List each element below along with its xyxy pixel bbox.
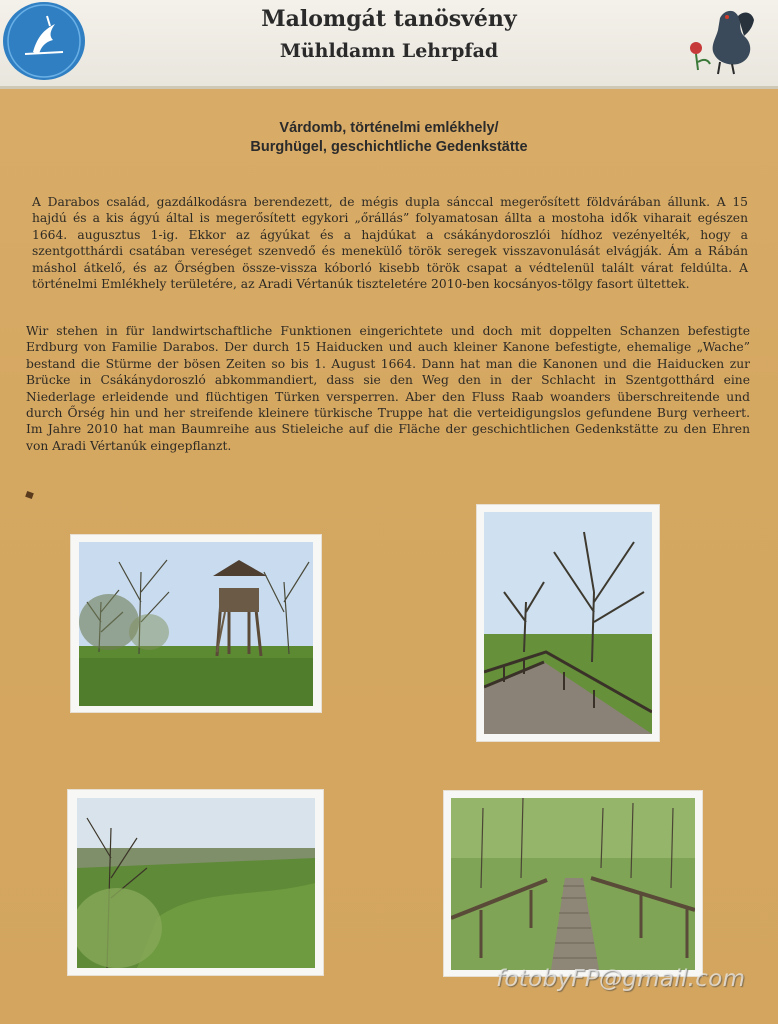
photo-oak-bridge [477, 505, 659, 741]
board-header [0, 0, 778, 89]
paragraph-german: Wir stehen in für landwirtschaftliche Funktionen eingerichtete und doch mit doppelten Schanzen befestigte Erdburg von Familie Darabos. Der durch 15 Haiducken und auch kleiner Kanone befestigte, ehemalige „Wache” bestand die Stürme der bösen Zeiten so bis 1. August 1664. Dann hat man die Kanonen und die Haiducken zur Brücke in Csákánydoroszló abkommandiert, dass sie den Weg den in der Schlacht in Szentgotthárd eine Niederlage erleidende und flüchtigen Türken versperren. Aber den Fluss Raab woanders überschreitende und durch Őrség hin und her streifende kleinere türkische Truppe hat die verteidigungslos gefundene Burg verheert. Im Jahre 2010 hat man Baumreihe aus Stieleiche auf die Fläche der geschichtlichen Gedenkstätte zu den Ehren von Aradi Vértanúk eingepflanzt. [26, 324, 750, 453]
photo-valley [68, 790, 323, 975]
photo-stairs [444, 791, 702, 976]
section-title-german: Burghügel, geschichtliche Gedenkstätte [250, 139, 528, 155]
grouse-bird-logo-icon [672, 0, 776, 80]
board-pin-mark [25, 491, 34, 499]
paragraph-hungarian: A Darabos család, gazdálkodásra berendezett, de mégis dupla sánccal megerősített földvárában állunk. A 15 hajdú és a kis ágyú által is megerősített egykori „őrállás” folyamatosan állta a mostoha idők viharait egészen 1664. augusztus 1-ig. Ekkor az ágyúkat és a hajdúkat a csákánydoroszlói hídhoz vezényelték, hogy a szentgotthárdi csatában vereséget szenvedő és menekülő török seregek visszavonulását elvágják. Ám a Rábán máshol átkelő, és az Őrségben össze-vissza kóborló kisebb török csapat a védtelenül talált várat feldúlta. A történelmi Emlékhely területére, az Aradi Vértanúk tiszteletére 2010-ben kocsányos-tölgy fasort ültettek. [32, 195, 748, 292]
photo-watchtower [71, 535, 321, 712]
board-title-german: Mühldamn Lehrpfad [279, 40, 499, 62]
board-title-hungarian: Malomgát tanösvény [261, 6, 517, 32]
photographer-watermark: fotobyFP@gmail.com [496, 966, 746, 992]
section-title-hungarian: Várdomb, történelmi emlékhely/ [279, 120, 499, 136]
